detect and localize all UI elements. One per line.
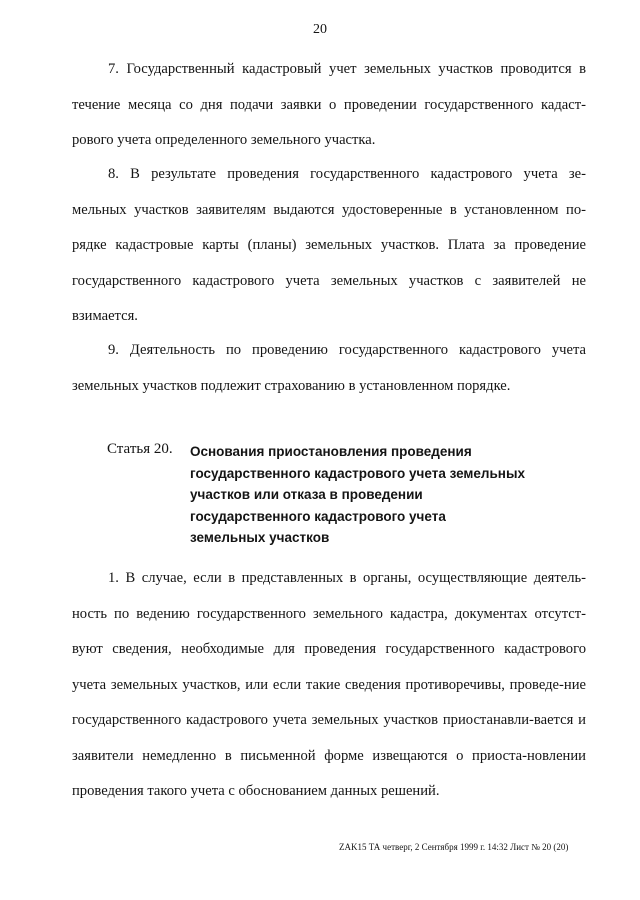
article-paragraph-1: 1. В случае, если в представленных в органы, осуществляющие деятель-ность по ведению государственного земельного кадастра, документах отсутст-вуют сведения, необходимые для проведения государственного кадастрового учета земельных участков, или если такие сведения противоречивы, проведе-ние государственного кадастрового учета земельных участков приостанавли-вается и заявители немедленно в письменной форме извещаются о приоста-новлении проведения такого учета с обоснованием данных решений.: [72, 570, 586, 799]
article-title: Основания приостановления проведения государственного кадастрового учета земельных участков или отказа в проведении государственного кадастрового учета земельных участков: [190, 444, 525, 545]
paragraph-8: 8. В результате проведения государственного кадастрового учета зе-мельных участков заявителям выдаются удостоверенные в установленном по-рядке кадастровые карты (планы) земельных участков. Плата за проведение государственного кадастрового учета земельных участков с заявителей не взимается.: [72, 166, 586, 324]
footer: ZAK15 ТА четверг, 2 Сентября 1999 г. 14:32 Лист № 20 (20): [339, 842, 569, 852]
article-label: Статья 20.: [107, 441, 173, 457]
paragraph-9: 9. Деятельность по проведению государственного кадастрового учета земельных участков подлежит страхованию в установленном порядке.: [72, 342, 586, 394]
paragraph-7: 7. Государственный кадастровый учет земельных участков проводится в течение месяца со дня подачи заявки о проведении государственного кадаст-рового учета определенного земельного участка.: [72, 61, 586, 148]
page-number: 20: [313, 22, 327, 37]
